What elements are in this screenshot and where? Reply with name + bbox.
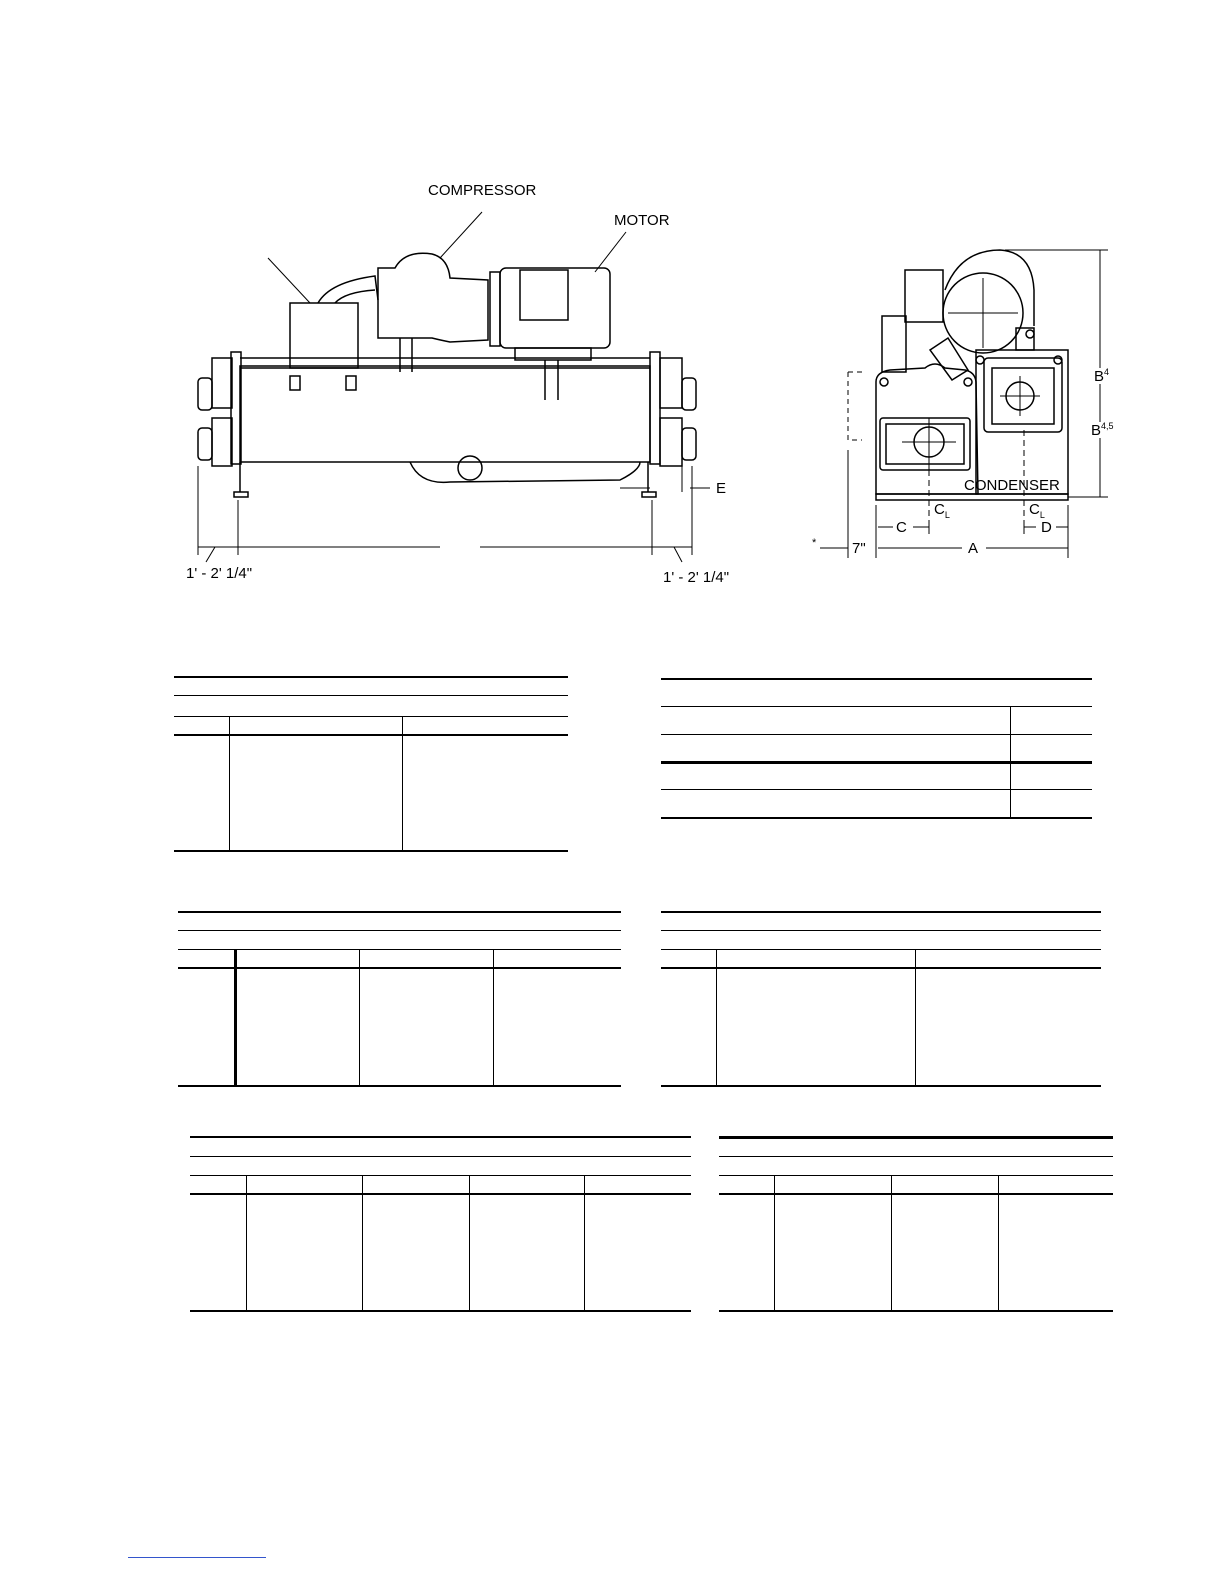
dim-b-mid-label: B$^{4,5}$	[1091, 421, 1114, 439]
dim-7-label: 7"	[852, 540, 866, 557]
condenser-label: CONDENSER	[964, 477, 1060, 494]
compressor-body	[378, 253, 488, 342]
right-tube-sheet	[650, 352, 660, 464]
footer-rule	[128, 1557, 266, 1558]
table-1	[174, 676, 568, 852]
table-2	[661, 678, 1092, 819]
dim-e-label: E	[716, 480, 727, 497]
table-4	[661, 911, 1101, 1087]
table-3	[178, 911, 621, 1087]
table-6	[719, 1136, 1113, 1312]
dim-c-label: C	[896, 519, 907, 536]
dim-left-label: 1' - 2' 1/4"	[186, 565, 253, 582]
left-nozzle-upper	[198, 378, 212, 410]
dim-right-label: 1' - 2' 1/4"	[663, 569, 730, 586]
asterisk-label: *	[812, 537, 817, 549]
right-waterbox-lower	[660, 418, 682, 466]
right-nozzle-upper	[682, 378, 696, 410]
table-5	[190, 1136, 691, 1312]
side-view-outline	[198, 212, 696, 497]
dim-d-label: D	[1041, 519, 1052, 536]
centerline-right-label: $C_L$	[1029, 501, 1045, 520]
cooler-shell	[240, 366, 650, 462]
left-nozzle-lower	[198, 428, 212, 460]
centerline-left-label: $C_L$	[934, 501, 950, 520]
end-view-outline	[848, 250, 1068, 500]
cooler-end	[876, 364, 978, 494]
left-waterbox-upper	[212, 358, 232, 408]
dim-a-label: A	[968, 540, 979, 557]
right-waterbox-upper	[660, 358, 682, 408]
motor-label: MOTOR	[614, 212, 670, 229]
left-waterbox-lower	[212, 418, 232, 466]
compressor-label: COMPRESSOR	[428, 182, 537, 199]
dim-b-top-label: $B^4$	[1094, 367, 1110, 385]
right-nozzle-lower	[682, 428, 696, 460]
motor-body	[500, 268, 610, 348]
end-view-dimensions	[820, 250, 1108, 558]
side-view-dimensions	[198, 466, 710, 562]
